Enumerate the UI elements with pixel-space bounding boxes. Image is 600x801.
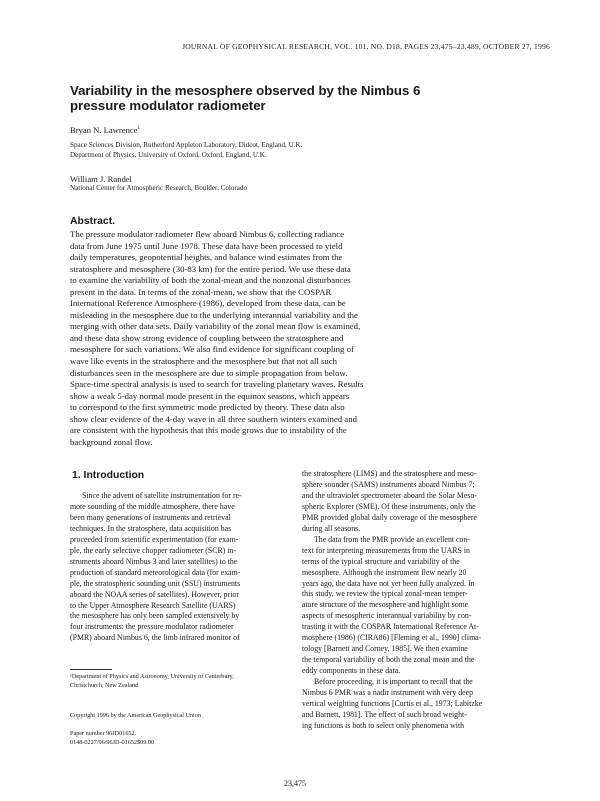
abstract-line: background zonal flow. <box>70 436 153 447</box>
abstract-line: to correspond to the first symmetric mode predicted by theory. These data also <box>70 402 345 413</box>
body-text-line: tology [Barnett and Corney, 1985]. We then examine <box>302 644 468 654</box>
page-number: 23,475 <box>284 779 306 788</box>
body-text-line: proceeded from scientific experimentation (for exam- <box>70 534 239 544</box>
body-text-line: spheric Explorer (SME). Of these instruments, only the <box>302 501 476 511</box>
abstract-line: data from June 1975 until June 1978. These data have been processed to yield <box>70 240 343 251</box>
body-text-line: during all seasons. <box>302 523 361 533</box>
footnote-line: ¹Department of Physics and Astronomy, University of Canterbury, <box>70 673 234 680</box>
abstract-line: The pressure modulator radiometer flew aboard Nimbus 6, collecting radiance <box>70 229 345 239</box>
footnote-line: Christchurch, New Zealand <box>70 681 139 689</box>
body-text-line: techniques. In the stratosphere, data acquisition has <box>70 523 232 533</box>
author-1-name: Bryan N. Lawrence <box>70 125 138 135</box>
author-2-affiliation <box>70 184 247 194</box>
body-text-line: The data from the PMR provide an excellent con- <box>314 534 470 544</box>
body-text-line: mesosphere. Although the instrument flew nearly 20 <box>302 567 467 577</box>
body-text-line: ing functions is both to select only phenomena with <box>302 720 465 730</box>
abstract-line: mesosphere for such variations. We also find evidence for significant coupling of <box>70 344 354 355</box>
body-text-line: ature structure of the mesosphere and highlight some <box>302 600 469 610</box>
right-column-text <box>302 469 532 732</box>
body-text-line: (PMR) aboard Nimbus 6, the limb infrared monitor of <box>70 633 240 643</box>
author-1-affiliation-line: Department of Physics, University of Oxford, Oxford, England, U.K. <box>70 150 267 159</box>
body-text-line: Since the advent of satellite instrumentation for re- <box>82 491 242 500</box>
left-column-text <box>70 491 290 644</box>
author-1-mark: 1 <box>137 126 141 132</box>
body-text-line: been many generations of instruments and retrieval <box>70 512 231 522</box>
body-text-line: aspects of mesospheric interannual variability by con- <box>302 611 472 621</box>
body-text-line: sphere sounder (SAMS) instruments aboard Nimbus 7; <box>302 479 475 489</box>
body-text-line: aboard the NOAA series of satellites). However, prior <box>70 589 239 599</box>
footnote <box>70 673 290 690</box>
body-text-line: ple, the stratospheric sounding unit (SSU) instruments <box>70 578 241 588</box>
copyright-notice: Copyright 1996 by the American Geophysical Union <box>70 712 201 719</box>
body-text-line: and the ultraviolet spectrometer aboard the Solar Meso- <box>302 490 477 500</box>
body-text-line: PMR provided global daily coverage of the mesosphere <box>302 512 477 522</box>
body-text-line: text for interpreting measurements from the UARS in <box>302 545 470 555</box>
body-text-line: ple, the early selective chopper radiometer (SCR) in- <box>70 545 236 555</box>
abstract-line: disturbances seen in the mesosphere are due to simple propagation from below. <box>70 367 348 378</box>
body-text-line: eddy components in these data. <box>302 666 401 676</box>
body-text-line: mote sounding of the middle atmosphere, there have <box>70 501 235 511</box>
body-text-line: the stratosphere (LIMS) and the stratosphere and meso- <box>302 469 477 478</box>
abstract-heading: Abstract. <box>70 216 116 227</box>
abstract-line: wave like events in the stratosphere and the mesosphere but that not all such <box>70 356 338 367</box>
journal-header: JOURNAL OF GEOPHYSICAL RESEARCH, VOL. 101, NO. D18, PAGES 23,475–23,489, OCTOBER 27, 1996 <box>182 42 550 51</box>
body-text-line: to the Upper Atmosphere Research Satellite (UARS) <box>70 600 236 610</box>
body-text-line: vertical weighting functions [Curtis et al., 1973; Labitzke <box>302 699 483 709</box>
body-text-line: production of standard meteorological data (for exam- <box>70 567 241 577</box>
author-2 <box>70 174 132 184</box>
body-text-line: this study, we review the typical zonal-mean temper- <box>302 589 468 599</box>
title-line-1: Variability in the mesosphere observed by the Nimbus 6 <box>70 83 421 98</box>
body-text-line: four instruments: the pressure modulator radiometer <box>70 622 234 632</box>
body-text-line: mosphere (1986) (CIRA86) [Fleming et al., 1990] clima- <box>302 633 482 643</box>
abstract-line: show a weak 5-day normal mode present in the equinox seasons, which appears <box>70 390 350 401</box>
paper-info <box>70 730 290 747</box>
author-1-affiliation-line: Space Sciences Division, Rutherford Appleton Laboratory, Didcot, England, U.K. <box>70 141 303 149</box>
paper-title <box>70 83 490 113</box>
body-text-line: and Barnett, 1981]. The effect of such broad weight- <box>302 709 467 719</box>
abstract-line: present in the data. In terms of the zonal-mean, we show that the COSPAR <box>70 286 332 297</box>
body-text-line: Nimbus 6 PMR was a nadir instrument with very deep <box>302 688 474 698</box>
author-2-name: William J. Randel <box>70 174 132 184</box>
body-text-line: struments aboard Nimbus 3 and later satellites) to the <box>70 556 238 566</box>
abstract-line: stratosphere and mesosphere (30-83 km) for the entire period. We use these data <box>70 263 351 274</box>
introduction-heading: 1. Introduction <box>72 470 145 481</box>
author-2-affiliation-line: National Center for Atmospheric Research, Boulder, Colorado <box>70 184 248 192</box>
author-1 <box>70 125 140 135</box>
abstract-line: International Reference Atmosphere (1986), developed from these data, can be <box>70 298 346 309</box>
body-text-line: years ago, the data have not yet been fully analyzed. In <box>302 578 475 588</box>
abstract-line: daily temperatures, geopotential heights, and balance wind estimates from the <box>70 252 343 263</box>
abstract-body <box>70 229 530 448</box>
body-text-line: Before proceeding, it is important to recall that the <box>314 677 473 687</box>
abstract-line: and these data show strong evidence of coupling between the stratosphere and <box>70 332 344 343</box>
body-text-line: the temporal variability of both the zonal mean and the <box>302 655 475 665</box>
body-text-line: the mesosphere has only been sampled extensively by <box>70 611 240 621</box>
abstract-line: merging with other data sets. Daily variability of the zonal mean flow is examined, <box>70 321 361 332</box>
abstract-line: are consistent with the hypothesis that this mode grows due to instability of the <box>70 425 347 436</box>
abstract-line: to examine the variability of both the zonal-mean and the nonzonal disturbances <box>70 275 351 286</box>
body-text-line: terms of the typical structure and variability of the <box>302 556 460 566</box>
issn-code: 0148-0227/96/96JD-01652$09.00 <box>70 738 155 746</box>
abstract-line: show clear evidence of the 4-day wave in all three southern winters examined and <box>70 413 357 424</box>
abstract-line: misleading in the mesosphere due to the underlying interannual variability and the <box>70 309 358 320</box>
paper-number: Paper number 96JD01652. <box>70 730 137 737</box>
body-text-line: trasting it with the COSPAR International Reference At- <box>302 622 479 632</box>
author-1-affiliation <box>70 141 302 160</box>
abstract-line: Space-time spectral analysis is used to search for traveling planetary waves. Results <box>70 379 364 390</box>
title-line-2: pressure modulator radiometer <box>70 98 266 113</box>
footnote-rule <box>70 669 112 670</box>
